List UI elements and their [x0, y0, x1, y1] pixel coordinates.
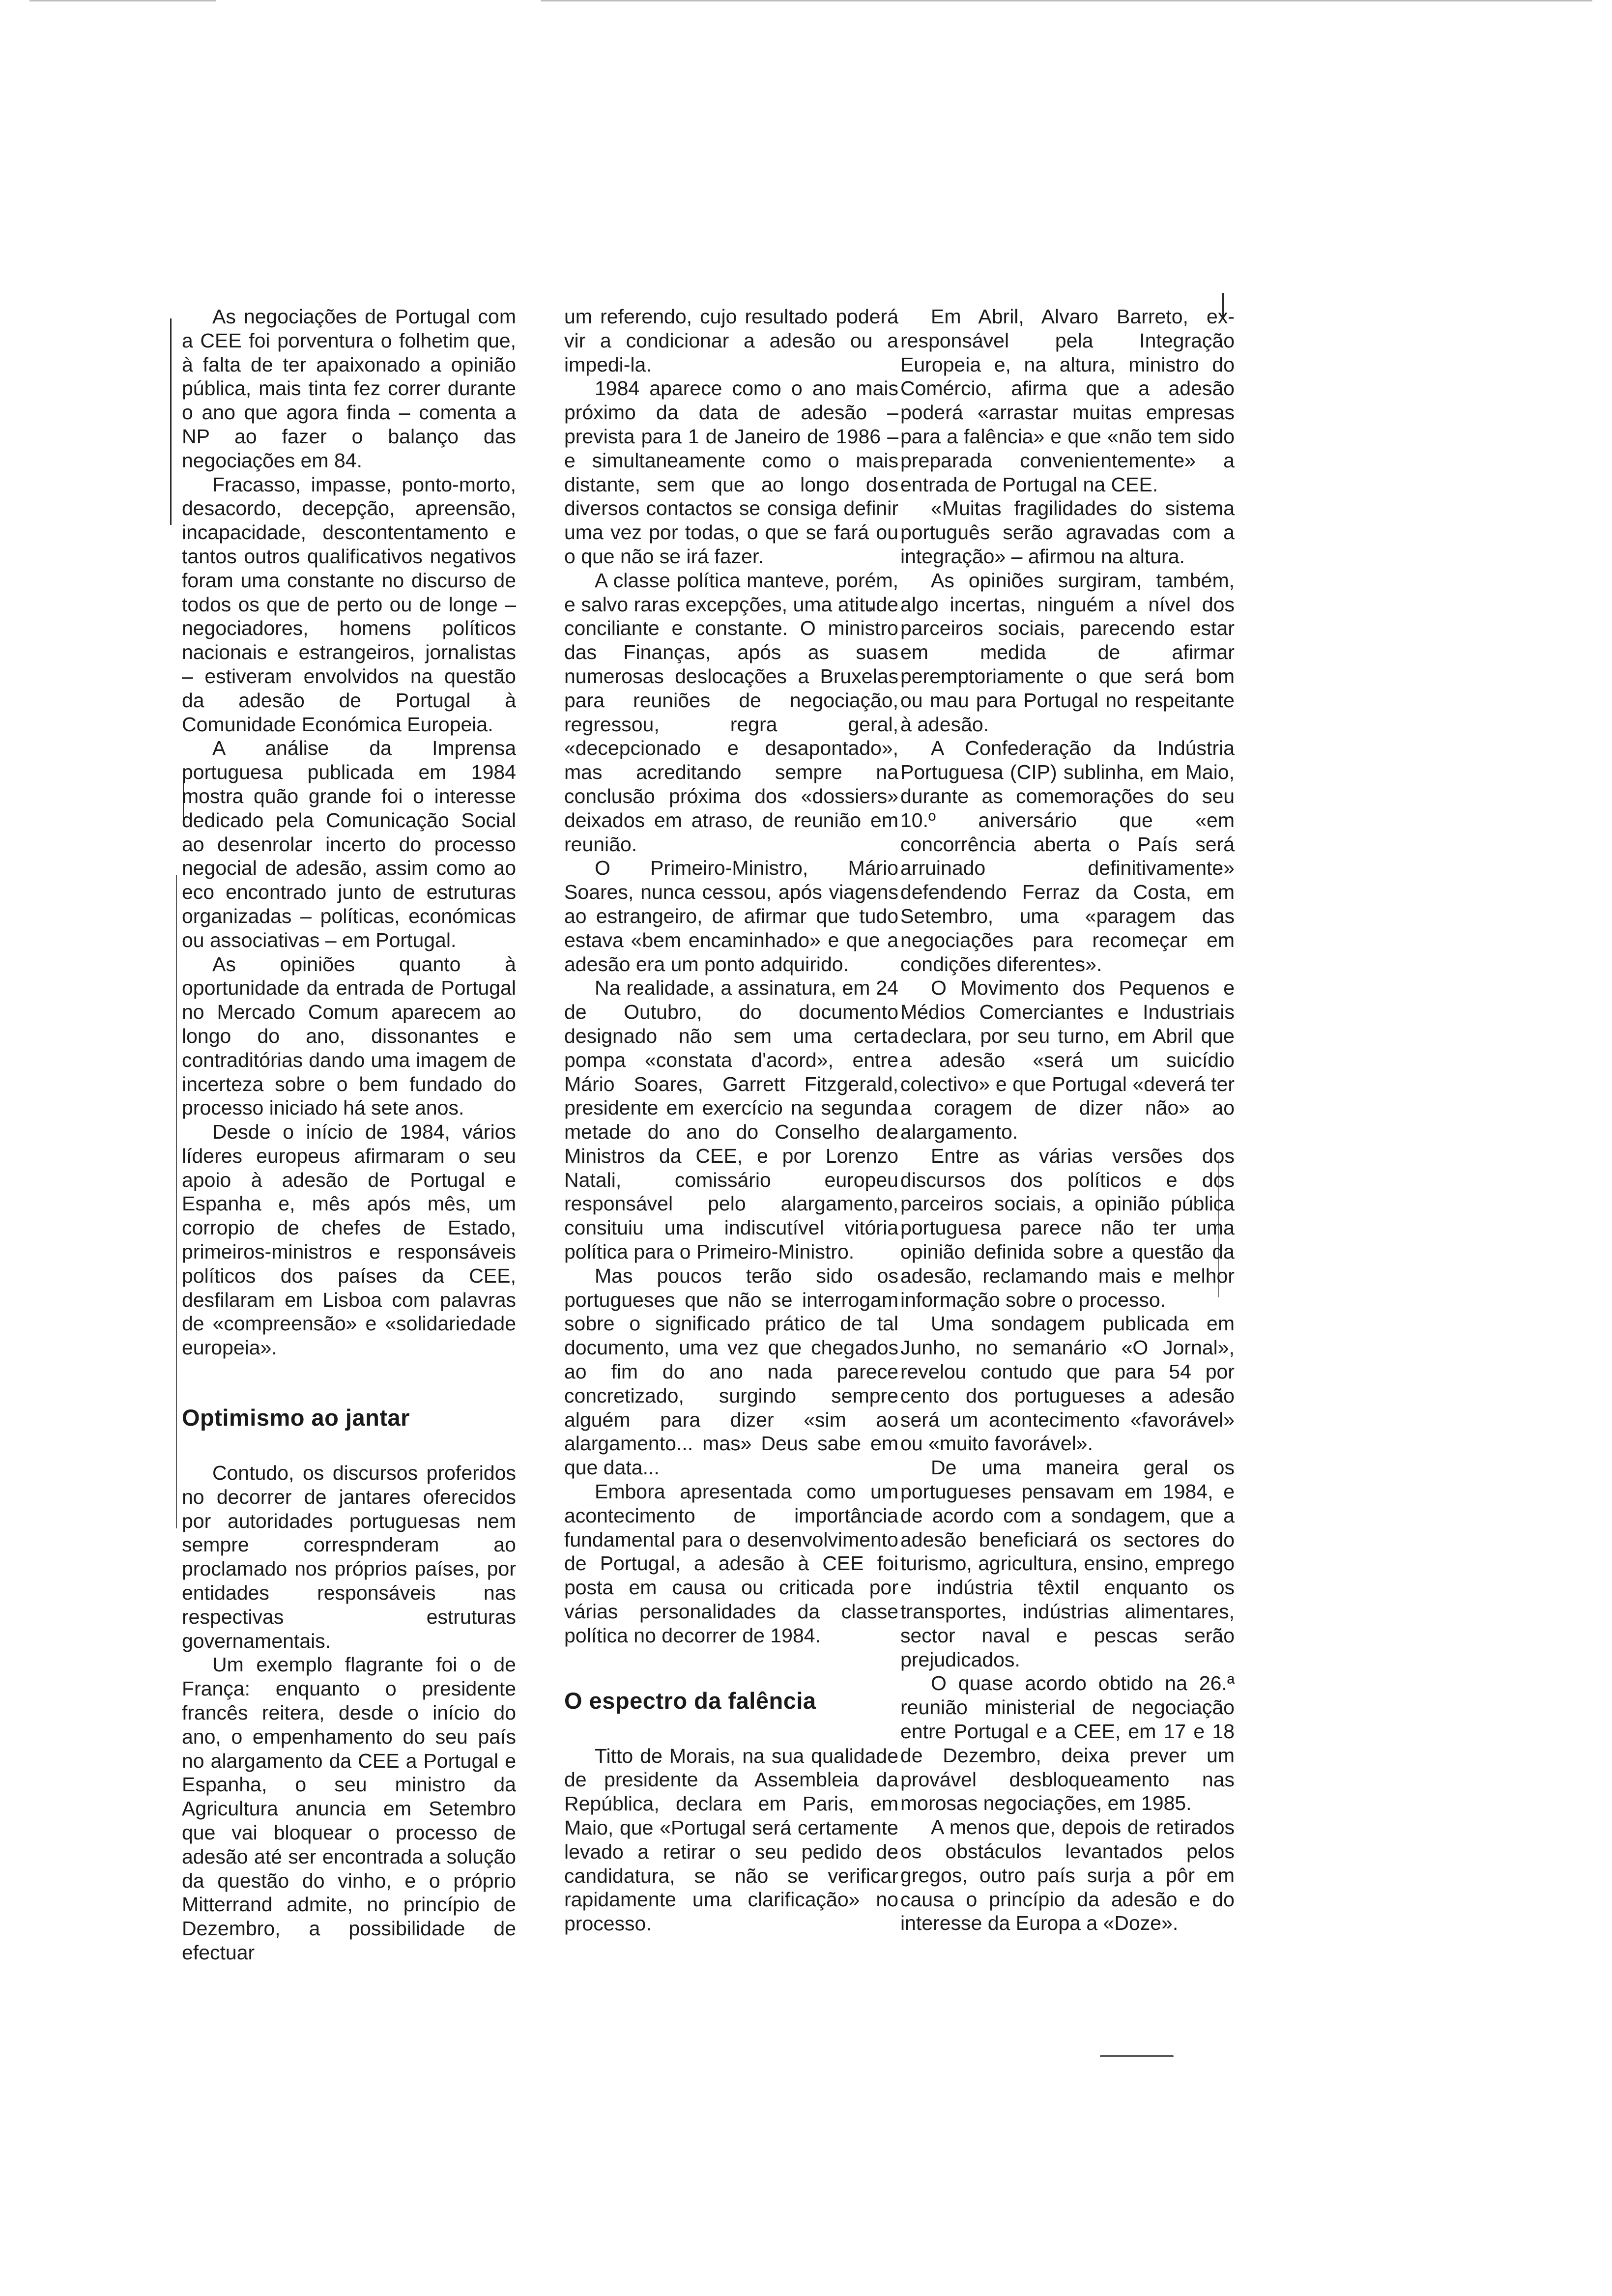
article-paragraph: Embora apresentada como um acontecimento de importância fundamental para o desenvolvimento de Portugal, a adesão à CEE foi posta em causa ou criticada por várias personalidades da classe política no decorrer de 1984.	[564, 1480, 898, 1647]
article-paragraph: Uma sondagem publicada em Junho, no semanário «O Jornal», revelou contudo que para 54 por cento dos portugueses a adesão será um acontecimento «favorável» ou «muito favorável».	[900, 1312, 1235, 1455]
article-paragraph: As opiniões quanto à oportunidade da entrada de Portugal no Mercado Comum aparecem ao longo do ano, dissonantes e contraditórias dando uma imagem de incerteza sobre o bem fundado do processo iniciado há sete anos.	[182, 952, 516, 1119]
article-paragraph: Fracasso, impasse, ponto-morto, desacordo, decepção, apreensão, incapacidade, descontentamento e tantos outros qualificativos negativos foram uma constante no discurso de todos os que de perto ou de longe – negociadores, homens políticos nacionais e estrangeiros, jornalistas – estiveram envolvidos na questão da adesão de Portugal à Comunidade Económica Europeia.	[182, 473, 516, 736]
article-paragraph: De uma maneira geral os portugueses pensavam em 1984, e de acordo com a sondagem, que a adesão beneficiará os sectores do turismo, agricultura, ensino, emprego e indústria têxtil enquanto os transportes, indústrias alimentares, sector naval e pescas serão prejudicados.	[900, 1456, 1235, 1671]
article-paragraph: Um exemplo flagrante foi o de França: enquanto o presidente francês reitera, desde o início do ano, o empenhamento do seu país no alargamento da CEE a Portugal e Espanha, o seu ministro da Agricultura anuncia em Setembro que vai bloquear o processo de adesão até ser encontrada a solução da questão do vinho, e o próprio Mitterrand admite, no princípio de Dezembro, a possibilidade de efectuar	[182, 1653, 516, 1964]
section-heading: O espectro da falência	[564, 1687, 816, 1714]
article-paragraph: 1984 aparece como o ano mais próximo da data de adesão – prevista para 1 de Janeiro de 1986 – e simultaneamente como o mais distante, sem que ao longo dos diversos contactos se consiga definir uma vez por todas, o que se fará ou o que não se irá fazer.	[564, 377, 898, 568]
article-paragraph: A classe política manteve, porém, e salvo raras excepções, uma atitude conciliante e constante. O ministro das Finanças, após as suas numerosas deslocações a Bruxelas para reuniões de negociação, regressou, regra geral, «decepcionado e desapontado», mas acreditando sempre na conclusão próxima dos «dossiers» deixados em atraso, de reunião em reunião.	[564, 569, 898, 856]
article-column-3	[900, 305, 1235, 1935]
article-paragraph: Titto de Morais, na sua qualidade de presidente da Assembleia da República, declara em Paris, em Maio, que «Portugal será certamente levado a retirar o seu pedido de candidatura, se não se verificar rapidamente uma clarificação» no processo.	[564, 1744, 898, 1935]
article-paragraph: Desde o início de 1984, vários líderes europeus afirmaram o seu apoio à adesão de Portugal e Espanha e, mês após mês, um corropio de chefes de Estado, primeiros-ministros e responsáveis políticos dos países da CEE, desfilaram em Lisboa com palavras de «compreensão» e «solidariedade europeia».	[182, 1120, 516, 1359]
scan-margin-mark	[170, 318, 172, 525]
article-paragraph: As negociações de Portugal com a CEE foi porventura o folhetim que, à falta de ter apaixonado a opinião pública, mais tinta fez correr durante o ano que agora finda – comenta a NP ao fazer o balanço das negociações em 84.	[182, 305, 516, 472]
article-paragraph: Na realidade, a assinatura, em 24 de Outubro, do documento designado não sem uma certa pompa «constata d'acord», entre Mário Soares, Garrett Fitzgerald, presidente em exercício na segunda metade do ano do Conselho de Ministros da CEE, e por Lorenzo Natali, comissário europeu responsável pelo alargamento, consituiu uma indiscutível vitória política para o Primeiro-Ministro.	[564, 976, 898, 1263]
article-paragraph: Contudo, os discursos proferidos no decorrer de jantares oferecidos por autoridades portuguesas nem sempre correspnderam ao proclamado nos próprios países, por entidades responsáveis nas respectivas estruturas governamentais.	[182, 1462, 516, 1652]
article-paragraph: Mas poucos terão sido os portugueses que não se interrogam sobre o significado prático de tal documento, uma vez que chegados ao fim do ano nada parece concretizado, surgindo sempre alguém para dizer «sim ao alargamento... mas» Deus sabe em que data...	[564, 1264, 898, 1479]
article-paragraph: A menos que, depois de retirados os obstáculos levantados pelos gregos, outro país surja a pôr em causa o princípio da adesão e do interesse da Europa a «Doze».	[900, 1816, 1235, 1935]
article-column-1	[182, 305, 516, 1965]
article-column-2	[564, 305, 898, 1936]
article-paragraph: «Muitas fragilidades do sistema português serão agravadas com a integração» – afirmou na altura.	[900, 497, 1235, 568]
article-paragraph: As opiniões surgiram, também, algo incertas, ninguém a nível dos parceiros sociais, parecendo estar em medida de afirmar peremptoriamente o que será bom ou mau para Portugal no respeitante à adesão.	[900, 569, 1235, 736]
article-paragraph: A Confederação da Indústria Portuguesa (CIP) sublinha, em Maio, durante as comemorações do seu 10.º aniversário que «em concorrência aberta o País será arruinado definitivamente» defendendo Ferraz da Costa, em Setembro, uma «paragem das negociações para recomeçar em condições diferentes».	[900, 737, 1235, 976]
article-paragraph: O Primeiro-Ministro, Mário Soares, nunca cessou, após viagens ao estrangeiro, de afirmar que tudo estava «bem encaminhado» e que a adesão era um ponto adquirido.	[564, 857, 898, 976]
article-paragraph: A análise da Imprensa portuguesa publicada em 1984 mostra quão grande foi o interesse dedicado pela Comunicação Social ao desenrolar incerto do processo negocial de adesão, assim como ao eco encontrado junto de estruturas organizadas – políticas, económicas ou associativas – em Portugal.	[182, 737, 516, 951]
scan-top-edge	[0, 0, 1612, 2]
article-paragraph: O Movimento dos Pequenos e Médios Comerciantes e Industriais declara, por seu turno, em Abril que a adesão «será um suicídio colectivo» e que Portugal «deverá ter a coragem de dizer não» ao alargamento.	[900, 976, 1235, 1144]
scan-margin-mark	[176, 875, 177, 1528]
article-paragraph: um referendo, cujo resultado poderá vir a condicionar a adesão ou a impedi-la.	[564, 305, 898, 376]
article-paragraph: Em Abril, Alvaro Barreto, ex-responsável pela Integração Europeia e, na altura, ministro do Comércio, afirma que a adesão poderá «arrastar muitas empresas para a falência» e que «não tem sido preparada convenientemente» a entrada de Portugal na CEE.	[900, 305, 1235, 496]
section-heading: Optimismo ao jantar	[182, 1405, 410, 1431]
scan-speck	[1100, 2055, 1174, 2057]
article-paragraph: O quase acordo obtido na 26.ª reunião ministerial de negociação entre Portugal e a CEE, em 17 e 18 de Dezembro, deixa prever um provável desbloqueamento nas morosas negociações, em 1985.	[900, 1672, 1235, 1815]
article-paragraph: Entre as várias versões dos discursos dos políticos e dos parceiros sociais, a opinião pública portuguesa parece não ter uma opinião definida sobre a questão da adesão, reclamando mais e melhor informação sobre o processo.	[900, 1144, 1235, 1311]
